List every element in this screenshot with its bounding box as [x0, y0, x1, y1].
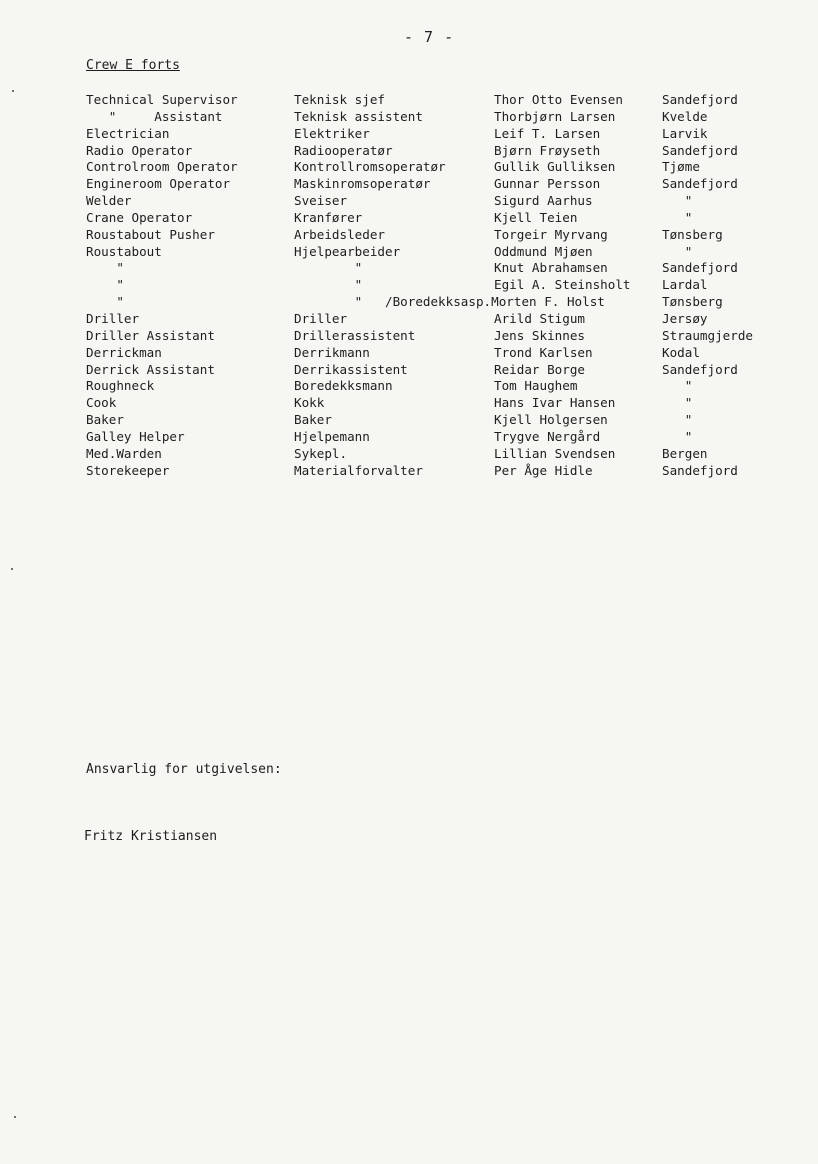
- role-norwegian: Kontrollromsoperatør: [294, 159, 446, 175]
- role-norwegian: Maskinromsoperatør: [294, 176, 431, 192]
- scan-speck: [11, 568, 13, 570]
- role-english: Crane Operator: [86, 209, 193, 225]
- crew-name: Kjell Teien: [494, 209, 578, 225]
- role-english: Roustabout Pusher: [86, 226, 215, 242]
- role-english: ": [86, 294, 124, 310]
- role-english: Galley Helper: [86, 428, 185, 444]
- crew-name: Jens Skinnes: [494, 327, 585, 343]
- role-norwegian: Teknisk assistent: [294, 108, 423, 124]
- role-english: ": [86, 260, 124, 276]
- role-norwegian: Radiooperatør: [294, 142, 393, 158]
- scan-speck: [12, 90, 14, 92]
- home-place: Tønsberg: [662, 226, 723, 242]
- role-english: Controlroom Operator: [86, 159, 238, 175]
- home-place: Kodal: [662, 344, 700, 360]
- role-norwegian: Drillerassistent: [294, 327, 416, 343]
- role-norwegian: Baker: [294, 412, 332, 428]
- home-place: Jersøy: [662, 310, 708, 326]
- crew-name: Torgeir Myrvang: [494, 226, 608, 242]
- home-place: Sandefjord: [662, 176, 738, 192]
- crew-name: Thor Otto Evensen: [494, 92, 623, 107]
- crew-name: Knut Abrahamsen: [494, 260, 608, 276]
- home-place: ": [662, 243, 693, 259]
- role-norwegian: ": [294, 277, 363, 293]
- crew-name: Oddmund Mjøen: [494, 243, 593, 259]
- role-norwegian: Hjelpemann: [294, 428, 370, 444]
- home-place: Sandefjord: [662, 92, 738, 107]
- role-norwegian: Arbeidsleder: [294, 226, 385, 242]
- role-norwegian: Boredekksmann: [294, 378, 393, 394]
- role-english: Derrickman: [86, 344, 162, 360]
- role-english: Roustabout: [86, 243, 162, 259]
- role-english: Roughneck: [86, 378, 155, 394]
- role-norwegian: Materialforvalter: [294, 462, 423, 478]
- home-place: Kvelde: [662, 108, 708, 124]
- crew-name: Hans Ivar Hansen: [494, 395, 616, 411]
- role-english: Storekeeper: [86, 462, 170, 478]
- crew-name: Bjørn Frøyseth: [494, 142, 601, 158]
- crew-name: Thorbjørn Larsen: [494, 108, 616, 124]
- role-english: Engineroom Operator: [86, 176, 231, 192]
- crew-name: Trygve Nergård: [494, 428, 601, 444]
- home-place: Bergen: [662, 445, 708, 461]
- crew-name: Leif T. Larsen: [494, 125, 601, 141]
- scan-speck: [14, 1116, 16, 1118]
- role-norwegian: ": [294, 260, 363, 276]
- role-norwegian: Sykepl.: [294, 445, 348, 461]
- role-norwegian: Sveiser: [294, 193, 348, 209]
- role-norwegian: Derrikassistent: [294, 361, 408, 377]
- role-norwegian: Derrikmann: [294, 344, 370, 360]
- role-english: " Assistant: [86, 108, 223, 124]
- role-english: ": [86, 277, 124, 293]
- home-place: Tjøme: [662, 159, 700, 175]
- section-title: Crew E forts: [86, 58, 180, 73]
- footer-name: Fritz Kristiansen: [84, 829, 218, 844]
- home-place: Sandefjord: [662, 260, 738, 276]
- role-norwegian: Driller: [294, 310, 348, 326]
- role-english: Electrician: [86, 125, 170, 141]
- home-place: ": [662, 209, 693, 225]
- crew-name: Gullik Gulliksen: [494, 159, 616, 175]
- crew-name: Gunnar Persson: [494, 176, 601, 192]
- crew-name: Kjell Holgersen: [494, 412, 608, 428]
- home-place: ": [662, 378, 693, 394]
- role-english: Radio Operator: [86, 142, 193, 158]
- role-english: Cook: [86, 395, 117, 411]
- home-place: Tønsberg: [662, 294, 723, 310]
- home-place: Straumgjerde: [662, 327, 753, 343]
- crew-name: Lillian Svendsen: [494, 445, 616, 461]
- role-english: Welder: [86, 193, 132, 209]
- home-place: Lardal: [662, 277, 708, 293]
- crew-name: Sigurd Aarhus: [494, 193, 593, 209]
- home-place: ": [662, 395, 693, 411]
- role-norwegian: " /Boredekksasp.Morten F. Holst: [294, 294, 605, 310]
- crew-name: Arild Stigum: [494, 310, 585, 326]
- home-place: ": [662, 428, 693, 444]
- role-norwegian: Kokk: [294, 395, 325, 411]
- role-norwegian: Kranfører: [294, 209, 363, 225]
- role-english: Driller Assistant: [86, 327, 215, 343]
- home-place: Sandefjord: [662, 142, 738, 158]
- page-number: - 7 -: [404, 28, 455, 46]
- home-place: ": [662, 412, 693, 428]
- role-norwegian: Elektriker: [294, 125, 370, 141]
- home-place: Larvik: [662, 125, 708, 141]
- role-norwegian: Hjelpearbeider: [294, 243, 401, 259]
- crew-name: Per Åge Hidle: [494, 462, 593, 478]
- role-english: Derrick Assistant: [86, 361, 215, 377]
- crew-name: Trond Karlsen: [494, 344, 593, 360]
- footer-label: Ansvarlig for utgivelsen:: [86, 762, 282, 777]
- role-english: Driller: [86, 310, 140, 326]
- home-place: Sandefjord: [662, 462, 738, 478]
- crew-name: Tom Haughem: [494, 378, 578, 394]
- role-english: Baker: [86, 412, 124, 428]
- crew-name: Reidar Borge: [494, 361, 585, 377]
- crew-name: Egil A. Steinsholt: [494, 277, 631, 293]
- role-english: Med.Warden: [86, 445, 162, 461]
- role-norwegian: Teknisk sjef: [294, 92, 385, 107]
- role-english: Technical Supervisor: [86, 92, 238, 107]
- home-place: ": [662, 193, 693, 209]
- home-place: Sandefjord: [662, 361, 738, 377]
